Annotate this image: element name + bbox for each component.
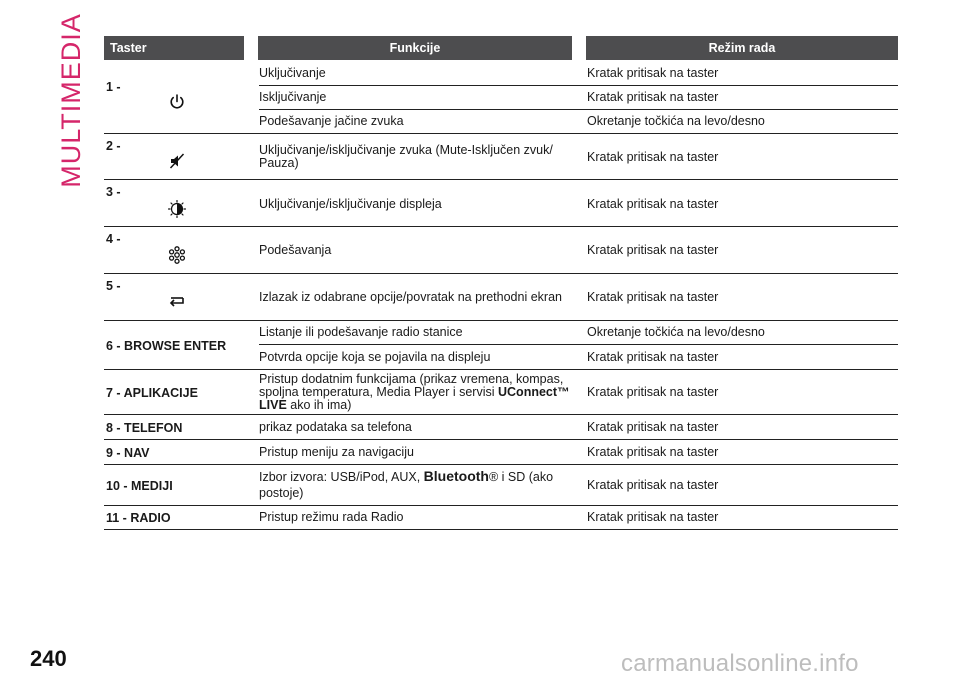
row-divider [104, 369, 898, 370]
header-rezim-rada: Režim rada [586, 36, 898, 60]
row-3-mode: Kratak pritisak na taster [587, 197, 719, 211]
row-4-mode: Kratak pritisak na taster [587, 243, 719, 257]
row-divider [104, 439, 898, 440]
row-7-key: 7 - APLIKACIJE [106, 386, 198, 400]
row-8-func: prikaz podataka sa telefona [259, 420, 412, 434]
row-1-mode-2: Kratak pritisak na taster [587, 90, 719, 104]
row-divider [104, 273, 898, 274]
row-10-func-tail: ® i SD (ako postoje) [259, 470, 554, 500]
section-title [50, 12, 92, 188]
back-arrow-icon [168, 292, 186, 310]
row-7-func-text: Pristup dodatnim funkcijama (prikaz vremena, kompas, spoljna temperatura, Media Player i servisi [259, 372, 564, 399]
table-header [104, 36, 898, 60]
page-number: 240 [30, 646, 67, 671]
row-2-mode: Kratak pritisak na taster [587, 150, 719, 164]
row-7-mode: Kratak pritisak na taster [587, 385, 719, 399]
row-2-func: Uključivanje/isključivanje zvuka (Mute-Isključen zvuk/ Pauza) [259, 143, 553, 170]
row-divider [104, 226, 898, 227]
power-icon [168, 93, 186, 111]
header-taster: Taster [104, 36, 244, 60]
row-9-key: 9 - NAV [106, 446, 150, 460]
row-10-func [259, 468, 571, 501]
row-9-mode: Kratak pritisak na taster [587, 445, 719, 459]
row-6-mode-1: Okretanje točkića na levo/desno [587, 325, 765, 339]
row-1-func-3: Podešavanje jačine zvuka [259, 114, 404, 128]
row-4-key: 4 - [106, 232, 121, 246]
row-8-mode: Kratak pritisak na taster [587, 420, 719, 434]
divider [259, 85, 898, 86]
divider [259, 344, 898, 345]
row-8-key: 8 - TELEFON [106, 421, 183, 435]
row-11-mode: Kratak pritisak na taster [587, 510, 719, 524]
row-1-key: 1 - [106, 80, 121, 94]
row-4-func: Podešavanja [259, 243, 332, 257]
row-1-mode-1: Kratak pritisak na taster [587, 66, 719, 80]
row-divider [104, 505, 898, 506]
row-2-key: 2 - [106, 139, 121, 153]
row-6-mode-2: Kratak pritisak na taster [587, 350, 719, 364]
row-10-mode: Kratak pritisak na taster [587, 478, 719, 492]
row-6-key: 6 - BROWSE ENTER [106, 339, 227, 353]
watermark: carmanualsonline.info [621, 650, 859, 677]
row-11-key: 11 - RADIO [106, 511, 171, 525]
header-funkcije: Funkcije [258, 36, 572, 60]
row-5-key: 5 - [106, 279, 121, 293]
row-1-mode-3: Okretanje točkića na levo/desno [587, 114, 765, 128]
row-divider [104, 179, 898, 180]
row-11-func: Pristup režimu rada Radio [259, 510, 404, 524]
settings-gear-icon [168, 246, 186, 264]
section-title-text: MULTIMEDIA [55, 12, 86, 188]
row-7-func [259, 373, 577, 412]
row-divider [104, 529, 898, 530]
row-1-func-2: Isključivanje [259, 90, 327, 104]
row-10-key: 10 - MEDIJI [106, 479, 173, 493]
row-divider [104, 414, 898, 415]
mute-icon [168, 152, 186, 170]
row-5-func: Izlazak iz odabrane opcije/povratak na prethodni ekran [259, 290, 562, 304]
row-divider [104, 320, 898, 321]
row-divider [104, 464, 898, 465]
row-9-func: Pristup meniju za navigaciju [259, 445, 414, 459]
row-6-func-1: Listanje ili podešavanje radio stanice [259, 325, 463, 339]
bluetooth-text: Bluetooth [423, 468, 489, 484]
row-1-func-1: Uključivanje [259, 66, 326, 80]
row-3-func: Uključivanje/isključivanje displeja [259, 197, 442, 211]
row-divider [104, 133, 898, 134]
divider [259, 109, 898, 110]
row-6-func-2: Potvrda opcije koja se pojavila na displeju [259, 350, 491, 364]
row-10-func-text: Izbor izvora: USB/iPod, AUX, [259, 470, 424, 484]
row-7-func-tail: ako ih ima) [286, 398, 352, 412]
row-3-key: 3 - [106, 185, 121, 199]
row-5-mode: Kratak pritisak na taster [587, 290, 719, 304]
display-icon [168, 200, 186, 218]
uconnect-live-text: UConnect™ LIVE [259, 385, 570, 412]
